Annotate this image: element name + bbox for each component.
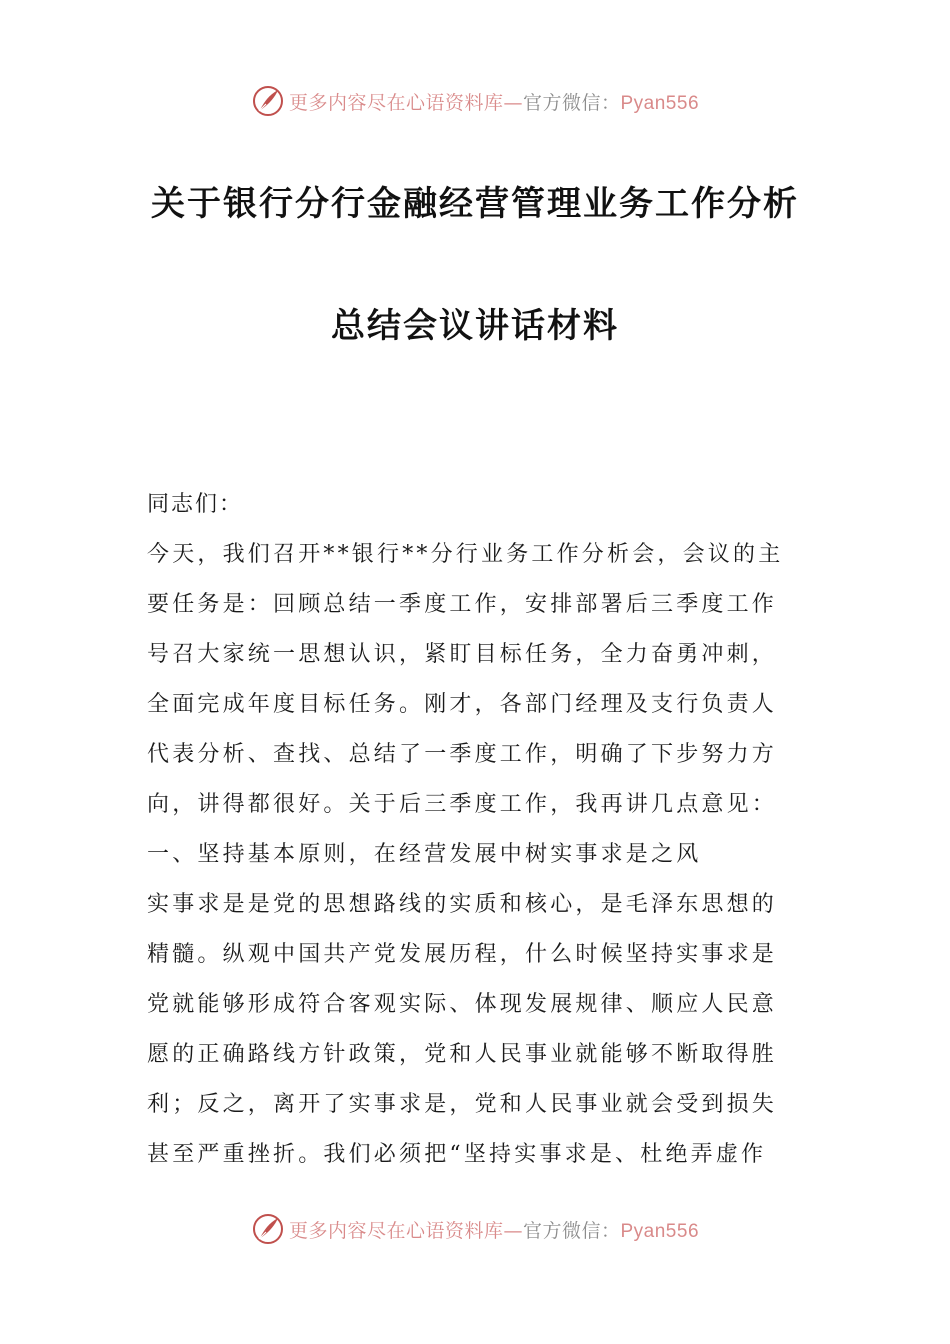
body-line: 今天，我们召开**银行**分行业务工作分析会，会议的主 [147,542,784,567]
body-line: 甚至严重挫折。我们必须把“坚持实事求是、杜绝弄虚作 [147,1142,767,1167]
watermark-wechat-id: Pyan556 [620,92,700,114]
watermark-wechat-label: 官方微信： [522,1219,621,1242]
watermark-dash: — [503,1219,523,1242]
watermark-main-text: 更多内容尽在心语资料库 [288,91,504,114]
watermark-main-text: 更多内容尽在心语资料库 [288,1219,504,1242]
feather-pen-logo-icon [251,84,285,118]
document-title-line-1: 关于银行分行金融经营管理业务工作分析 [151,184,799,224]
body-line: 向，讲得都很好。关于后三季度工作，我再讲几点意见： [147,792,778,817]
body-line: 实事求是是党的思想路线的实质和核心，是毛泽东思想的 [147,892,778,917]
body-line: 精髓。纵观中国共产党发展历程，什么时候坚持实事求是 [147,942,778,967]
body-line: 要任务是：回顾总结一季度工作，安排部署后三季度工作 [147,592,778,617]
body-line: 同志们： [147,492,244,517]
body-line: 全面完成年度目标任务。刚才，各部门经理及支行负责人 [147,692,778,717]
body-line: 号召大家统一思想认识，紧盯目标任务，全力奋勇冲刺， [147,642,778,667]
body-line: 党就能够形成符合客观实际、体现发展规律、顺应人民意 [147,992,778,1017]
watermark-header [0,84,950,120]
document-body [147,480,812,1180]
watermark-footer [0,1212,950,1248]
body-line: 代表分析、查找、总结了一季度工作，明确了下步努力方 [147,742,778,767]
body-line: 利；反之，离开了实事求是，党和人民事业就会受到损失 [147,1092,778,1117]
document-title-line-2: 总结会议讲话材料 [331,306,619,346]
watermark-dash: — [503,91,523,114]
section-heading: 一、坚持基本原则，在经营发展中树实事求是之风 [147,842,702,867]
body-line: 愿的正确路线方针政策，党和人民事业就能够不断取得胜 [147,1042,778,1067]
watermark-wechat-label: 官方微信： [522,91,621,114]
watermark-wechat-id: Pyan556 [620,1220,700,1242]
feather-pen-logo-icon [251,1212,285,1246]
